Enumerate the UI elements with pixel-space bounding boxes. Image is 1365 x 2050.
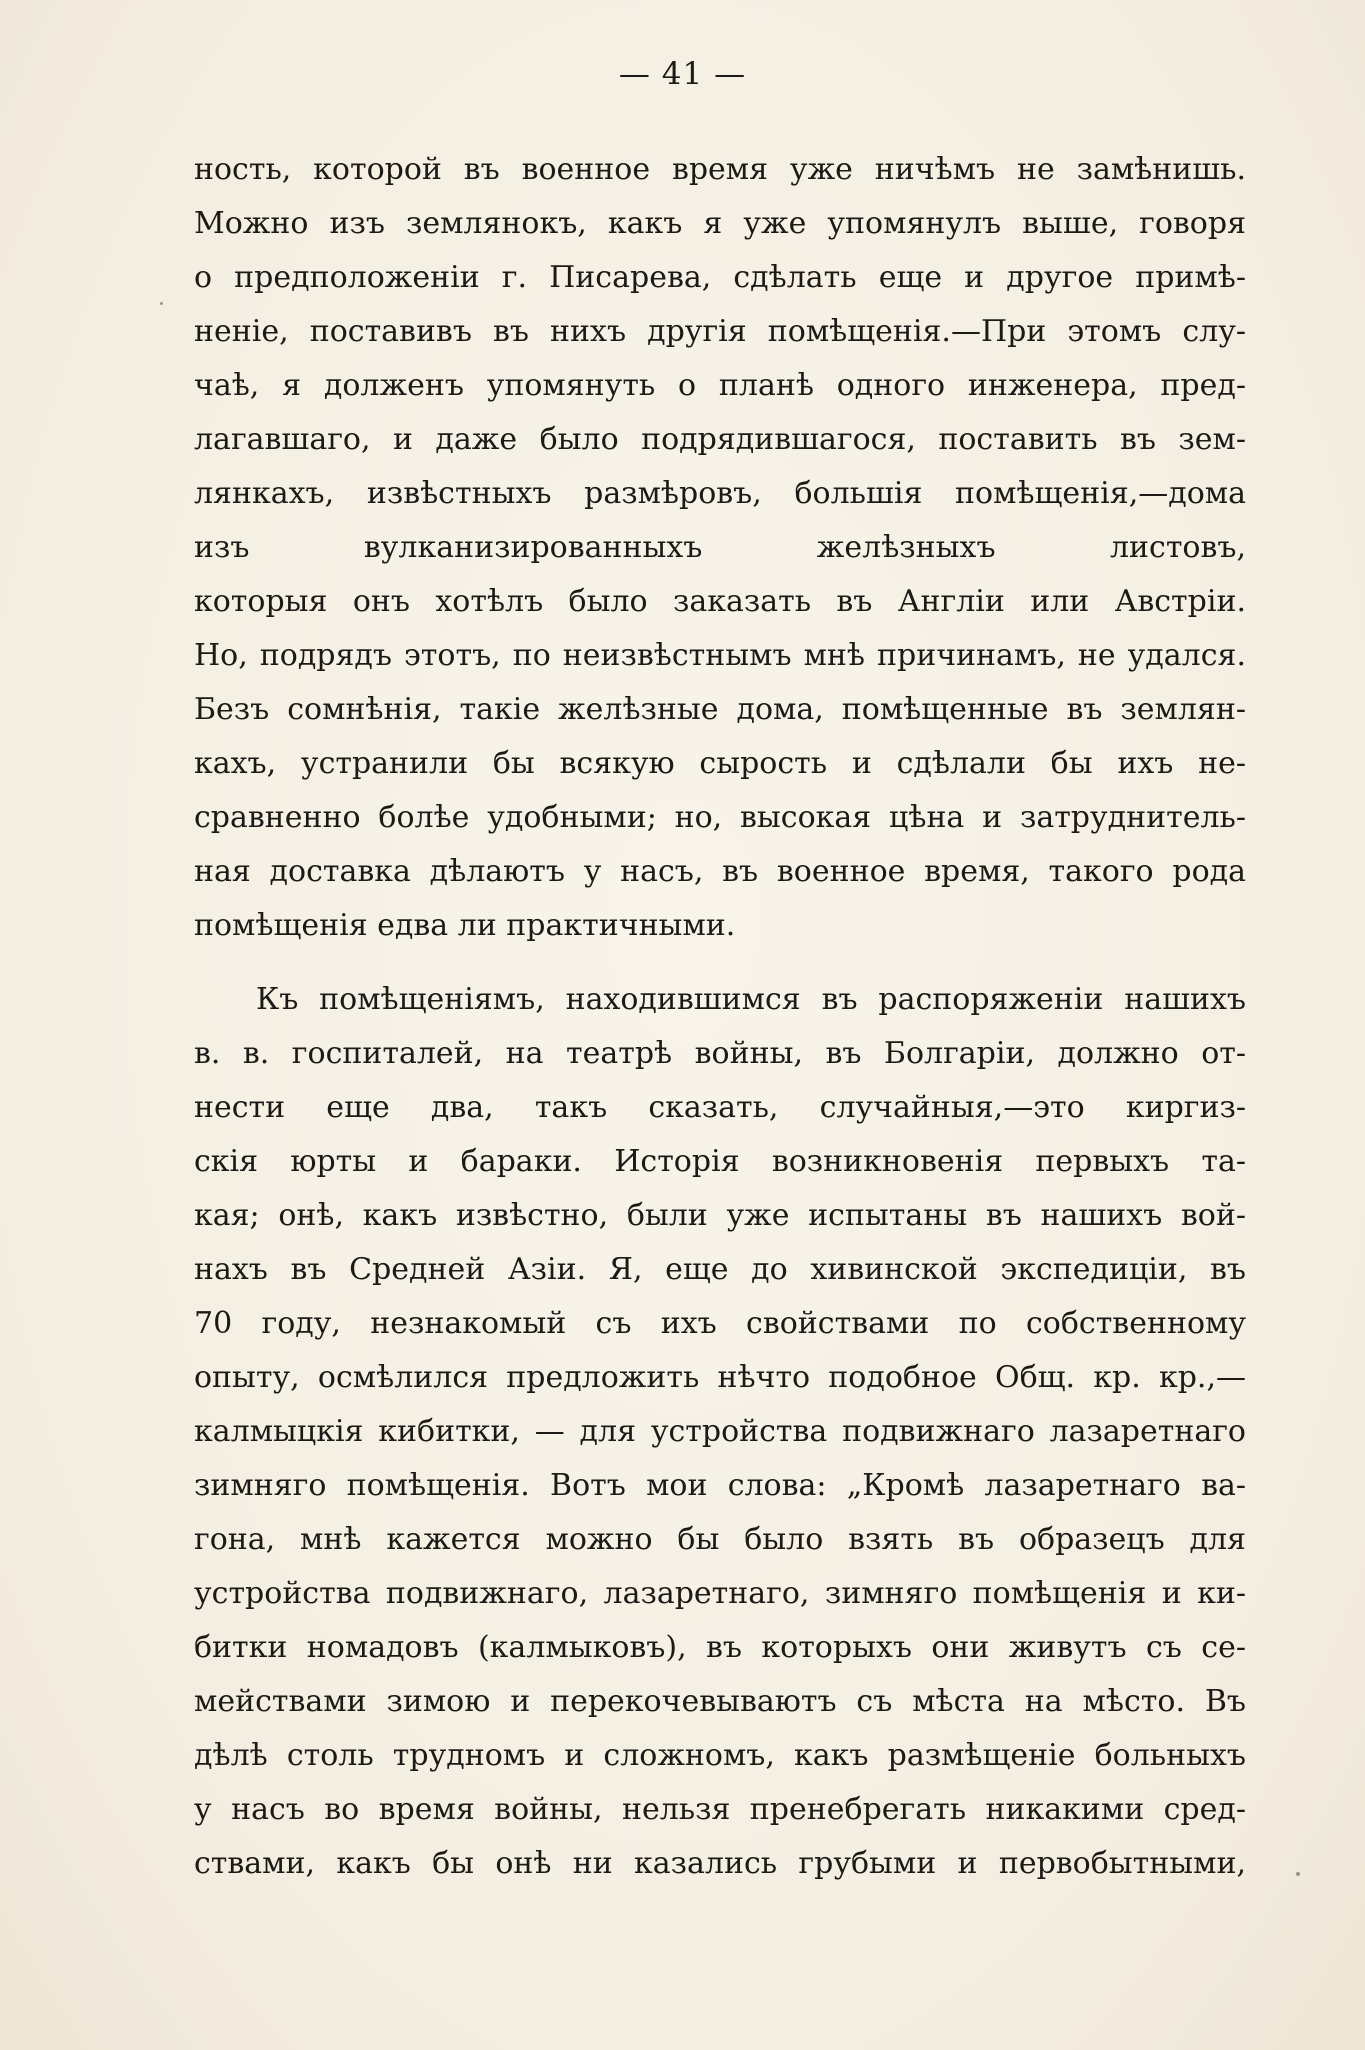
paper-speck [160, 302, 163, 305]
text-line: 70 году, незнакомый съ ихъ свойствами по собственному [194, 1306, 1246, 1341]
text-line: сравненно болѣе удобными; но, высокая цѣна и затруднитель- [194, 800, 1246, 835]
text-line: Можно изъ землянокъ, какъ я уже упомянулъ выше, говоря [194, 206, 1246, 241]
text-line: помѣщенія едва ли практичными. [194, 908, 736, 943]
text-line: ная доставка дѣлаютъ у насъ, въ военное время, такого рода [194, 854, 1246, 889]
text-line: скія юрты и бараки. Исторія возникновенія первыхъ та- [194, 1144, 1246, 1179]
text-line: мействами зимою и перекочевываютъ съ мѣста на мѣсто. Въ [194, 1684, 1246, 1719]
text-block [194, 143, 1246, 1891]
text-line: лянкахъ, извѣстныхъ размѣровъ, большія помѣщенія,—дома [194, 476, 1246, 511]
page-number: — 41 — [618, 56, 747, 92]
text-line: нести еще два, такъ сказать, случайныя,—это киргиз- [194, 1090, 1246, 1125]
text-line: неніе, поставивъ въ нихъ другія помѣщенія.—При этомъ слу- [194, 314, 1246, 349]
text-line: ствами, какъ бы онѣ ни казались грубыми и первобытными, [194, 1846, 1246, 1881]
text-line: гона, мнѣ кажется можно бы было взять въ образецъ для [194, 1522, 1246, 1557]
text-line: в. в. госпиталей, на театрѣ войны, въ Болгаріи, должно от- [194, 1036, 1246, 1071]
paragraph-2 [194, 973, 1246, 1891]
text-line: нахъ въ Средней Азіи. Я, еще до хивинской экспедиціи, въ [194, 1252, 1246, 1287]
paper-speck [1296, 1872, 1300, 1876]
text-line: Безъ сомнѣнія, такіе желѣзные дома, помѣщенные въ землян- [194, 692, 1246, 727]
paragraph-gap [194, 953, 1246, 973]
text-line: дѣлѣ столь трудномъ и сложномъ, какъ размѣщеніе больныхъ [194, 1738, 1246, 1773]
text-line: которыя онъ хотѣлъ было заказать въ Англіи или Австріи. [194, 584, 1246, 619]
text-line: кахъ, устранили бы всякую сырость и сдѣлали бы ихъ не- [194, 746, 1246, 781]
text-line: Къ помѣщеніямъ, находившимся въ распоряженіи нашихъ [256, 982, 1246, 1017]
paragraph-1 [194, 143, 1246, 953]
text-line: Но, подрядъ этотъ, по неизвѣстнымъ мнѣ причинамъ, не удался. [194, 638, 1246, 673]
text-line: кая; онѣ, какъ извѣстно, были уже испытаны въ нашихъ вой- [194, 1198, 1246, 1233]
text-line: калмыцкія кибитки, — для устройства подвижнаго лазаретнаго [194, 1414, 1246, 1449]
text-line: о предположеніи г. Писарева, сдѣлать еще и другое примѣ- [194, 260, 1246, 295]
text-line: изъ вулканизированныхъ желѣзныхъ листовъ, [194, 530, 1246, 565]
text-line: зимняго помѣщенія. Вотъ мои слова: „Кромѣ лазаретнаго ва- [194, 1468, 1246, 1503]
text-line: у насъ во время войны, нельзя пренебрегать никакими сред- [194, 1792, 1246, 1827]
text-line: битки номадовъ (калмыковъ), въ которыхъ они живутъ съ се- [194, 1630, 1246, 1665]
text-line: чаѣ, я долженъ упомянуть о планѣ одного инженера, пред- [194, 368, 1246, 403]
text-line: опыту, осмѣлился предложить нѣчто подобное Общ. кр. кр.,— [194, 1360, 1246, 1395]
text-line: лагавшаго, и даже было подрядившагося, поставить въ зем- [194, 422, 1246, 457]
text-line: ность, которой въ военное время уже ничѣмъ не замѣнишь. [194, 152, 1246, 187]
text-line: устройства подвижнаго, лазаретнаго, зимняго помѣщенія и ки- [194, 1576, 1246, 1611]
